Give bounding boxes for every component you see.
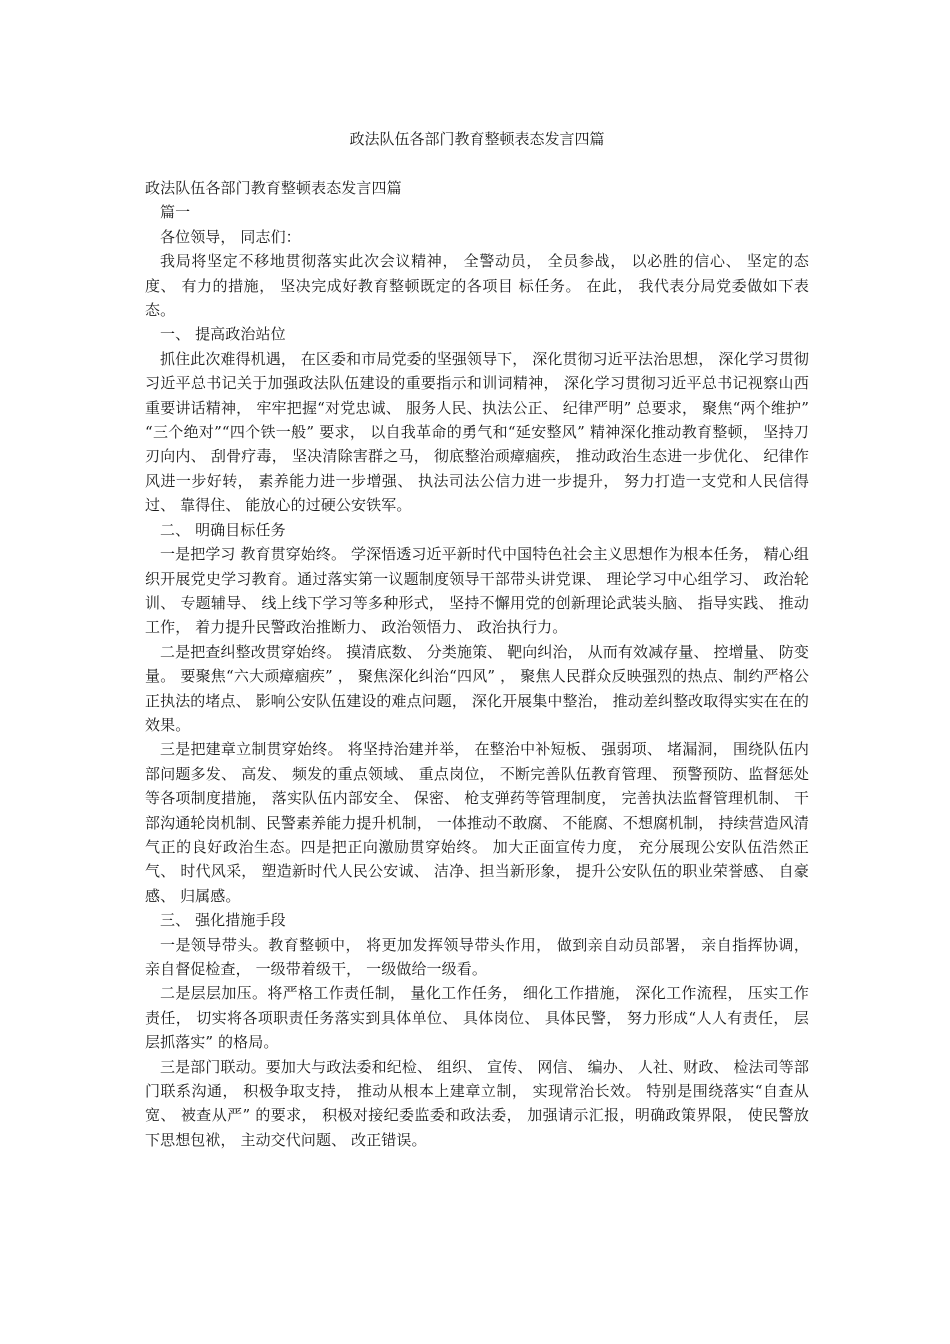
document-subtitle: 政法队伍各部门教育整顿表态发言四篇	[145, 179, 402, 197]
part-label: 篇一	[160, 203, 191, 222]
paragraph-study: 一是把学习 教育贯穿始终。 学深悟透习近平新时代中国特色社会主义思想作为根本任务， 精心组织开展党史学习教育。通过落实第一议题制度领导干部带头讲党课、 理论学习中心组学习、 政治轮训、 专题辅导、 线上线下学习等多种形式， 坚持不懈用党的创新理论武装头脑、 指导实践、 推动工作， 着力提升民警政治推断力、 政治领悟力、 政治执行力。	[145, 545, 809, 637]
paragraph-leadership: 一是领导带头。教育整顿中， 将更加发挥领导带头作用， 做到亲自动员部署， 亲自指挥协调， 亲自督促检查， 一级带着级干， 一级做给一级看。	[145, 935, 809, 978]
section-heading-1: 一、 提高政治站位	[160, 325, 286, 344]
paragraph-coordination: 三是部门联动。要加大与政法委和纪检、 组织、 宣传、 网信、 编办、 人社、财政、 检法司等部门联系沟通， 积极争取支持， 推动从根本上建章立制， 实现常治长效。 特别是围绕落实“自查从宽、 被查从严” 的要求， 积极对接纪委监委和政法委， 加强请示汇报，明确政策界限， 使民警放下思想包袱， 主动交代问题、 改正错误。	[145, 1057, 809, 1149]
document-page	[145, 0, 809, 1344]
paragraph-rectify: 二是把查纠整改贯穿始终。 摸清底数、 分类施策、 靶向纠治， 从而有效减存量、 控增量、 防变量。 要聚焦“六大顽瘴痼疾” ， 聚焦深化纠治“四风” ， 聚焦人民群众反映强烈的热点、制约严格公正执法的堵点、 影响公安队伍建设的难点问题， 深化开展集中整治， 推动差纠整改取得实实在在的效果。	[145, 642, 809, 734]
section-heading-2: 二、 明确目标任务	[160, 520, 286, 539]
paragraph-section-1: 抓住此次难得机遇， 在区委和市局党委的坚强领导下， 深化贯彻习近平法治思想， 深化学习贯彻习近平总书记关于加强政法队伍建设的重要指示和训词精神， 深化学习贯彻习近平总书记视察山西重要讲话精神， 牢牢把握“对党忠诚、 服务人民、执法公正、 纪律严明” 总要求， 聚焦“两个维护” “三个绝对”“四个铁一般” 要求， 以自我革命的勇气和“延安整风” 精神深化推动教育整顿， 坚持刀刃向内、 刮骨疗毒， 坚决清除害群之马， 彻底整治顽瘴痼疾， 推动政治生态进一步优化、 纪律作风进一步好转， 素养能力进一步增强、 执法司法公信力进一步提升， 努力打造一支党和人民信得过、 靠得住、 能放心的过硬公安铁军。	[145, 349, 809, 515]
section-heading-3: 三、 强化措施手段	[160, 911, 286, 930]
paragraph-intro: 我局将坚定不移地贯彻落实此次会议精神， 全警动员， 全员参战， 以必胜的信心、 坚定的态度、 有力的措施， 坚决完成好教育整顿既定的各项目 标任务。 在此， 我代表分局党委做如下表态。	[145, 252, 809, 320]
document-body	[145, 176, 809, 1152]
paragraph-rules: 三是把建章立制贯穿始终。 将坚持治建并举， 在整治中补短板、 强弱项、 堵漏洞， 围绕队伍内部问题多发、 高发、 频发的重点领域、 重点岗位， 不断完善队伍教育管理、 预警预防、监督惩处等各项制度措施， 落实队伍内部安全、 保密、 枪支弹药等管理制度， 完善执法监督管理机制、 干部沟通轮岗机制、民警素养能力提升机制， 一体推动不敢腐、 不能腐、不想腐机制， 持续营造风清气正的良好政治生态。四是把正向激励贯穿始终。 加大正面宣传力度， 充分展现公安队伍浩然正气、 时代风采， 塑造新时代人民公安诚、 洁净、担当新形象， 提升公安队伍的职业荣誉感、 自豪感、 归属感。	[145, 740, 809, 905]
greeting: 各位领导， 同志们：	[160, 227, 301, 246]
document-title: 政法队伍各部门教育整顿表态发言四篇	[349, 130, 605, 148]
paragraph-pressure: 二是层层加压。将严格工作责任制， 量化工作任务， 细化工作措施， 深化工作流程， 压实工作责任， 切实将各项职责任务落实到具体单位、 具体岗位、 具体民警， 努力形成“人人有责任， 层层抓落实” 的格局。	[145, 984, 809, 1052]
